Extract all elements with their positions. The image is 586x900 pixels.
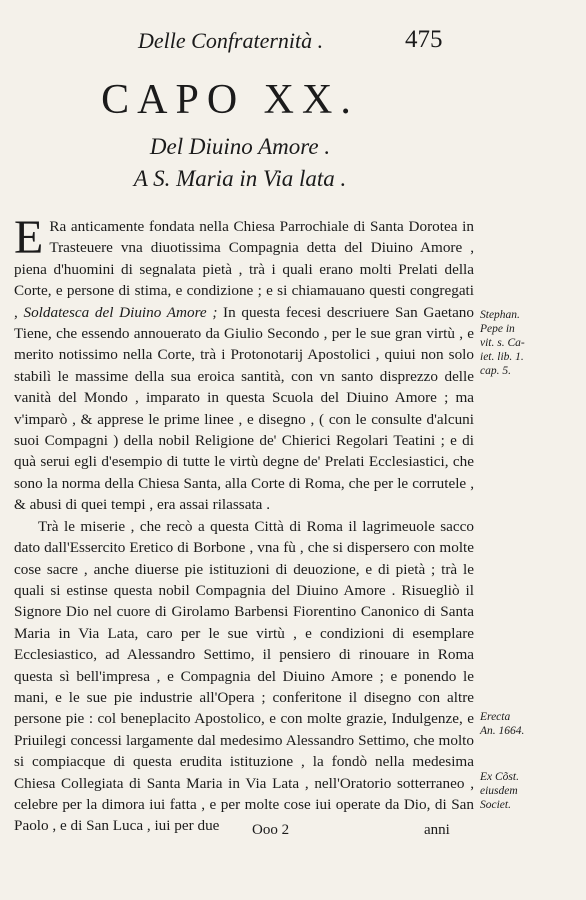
chapter-subtitle: Del Diuino Amore . (149, 134, 331, 159)
margin-note-line: Erecta (480, 711, 511, 723)
margin-note-line: Ex Cõst. (480, 771, 519, 783)
catchword: anni (424, 822, 450, 838)
signature-mark: Ooo 2 (252, 822, 290, 838)
margin-note-line: Stephan. (480, 309, 520, 321)
paragraph-1-continuation: In questa fecesi descriuere San Gaetano Tiene, che essendo annouerato da Giulio Secondo , per le sue gran virtù , e merito notissimo nella Corte, trà i Protonotarij Apostolici , quiui non solo stabilì le massime della sua eroica santità, con vn santo disprezzo delle vanità del Mondo , imparato in questa Scuola del Diuino Amore ; ma v'imparò , & apprese le prime linee , e disegno , ( con le consulte d'alcuni suoi Compagni ) della nobil Religione de' Chierici Regolari Teatini ; e di quà serui egli d'esempio di tutte le virtù degne de' Prelati Ecclesiastici, che sono la norma della Chiesa Santa, alla Corte di Roma, che per le corrutele , & abusi di quei tempi , era assai rilassata . (14, 303, 474, 514)
margin-note-erecta (480, 710, 580, 738)
margin-note-line: iet. lib. 1. (480, 351, 524, 363)
chapter-body (14, 211, 474, 837)
paragraph-1-text: Ra anticamente fondata nella Chiesa Parrochiale di Santa Dorotea in Trasteuere vna diuotissima Compagnia detta del Diuino Amore , piena d'huomini di segnalata pietà , trà i quali erano molti Prelati della Corte, e persone di stima, e condizione ; e si chiamauano questi congregati , (14, 218, 474, 321)
margin-note-line: cap. 5. (480, 365, 511, 377)
page-number: 475 (405, 26, 443, 53)
margin-note-stephan (480, 308, 580, 378)
margin-note-ex-const (480, 770, 580, 812)
margin-note-line: eiusdem (480, 785, 518, 797)
paragraph-1 (14, 211, 474, 516)
margin-note-line: Societ. (480, 799, 511, 811)
paragraph-2: Trà le miserie , che recò a questa Città di Roma il lagrimeuole sacco dato dall'Essercito Eretico di Borbone , vna fù , che si dispersero con molte cose sacre , anche diuerse pie istituzioni di deuozione, e di pietà ; trà le quali si estinse questa nobil Compagnia del Diuino Amore . Risuegliò il Signore Dio nel cuore di Girolamo Barbensi Fiorentino Canonico di Santa Maria in Via Lata, caro per le sue virtù , e condizioni di esemplare Ecclesiastico, ad Alessandro Settimo, il pensiero di rinouare in Roma questa sì bell'impresa , e Compagnia del Diuino Amore ; e ponendo le mani, e le sue pie industrie all'Opera ; conferitone il disegno con altre persone pie : col beneplacito Apostolico, e con molte grazie, Indulgenze, e Priuilegi concessi largamente dal medesimo Alessandro Settimo, che molto si compiacque di questa erudita istituzione , la fondò nella medesima Chiesa Collegiata di Santa Maria in Via Lata , nell'Oratorio sotterraneo , celebre per la dimora iui fatta , e per molte cose iui operate da Dio, di San Paolo , e di San Luca , iui per due (14, 517, 474, 835)
chapter-subtitle-location: A S. Maria in Via lata . (133, 166, 347, 191)
margin-note-line: An. 1664. (480, 725, 525, 737)
chapter-title: CAPO XX. (101, 77, 359, 123)
margin-note-line: Pepe in (480, 323, 515, 335)
italic-phrase: Soldatesca del Diuino Amore ; (23, 303, 218, 321)
running-title: Delle Confraternità . (138, 28, 324, 53)
margin-note-line: vit. s. Ca- (480, 337, 525, 349)
drop-cap: E (14, 211, 44, 264)
